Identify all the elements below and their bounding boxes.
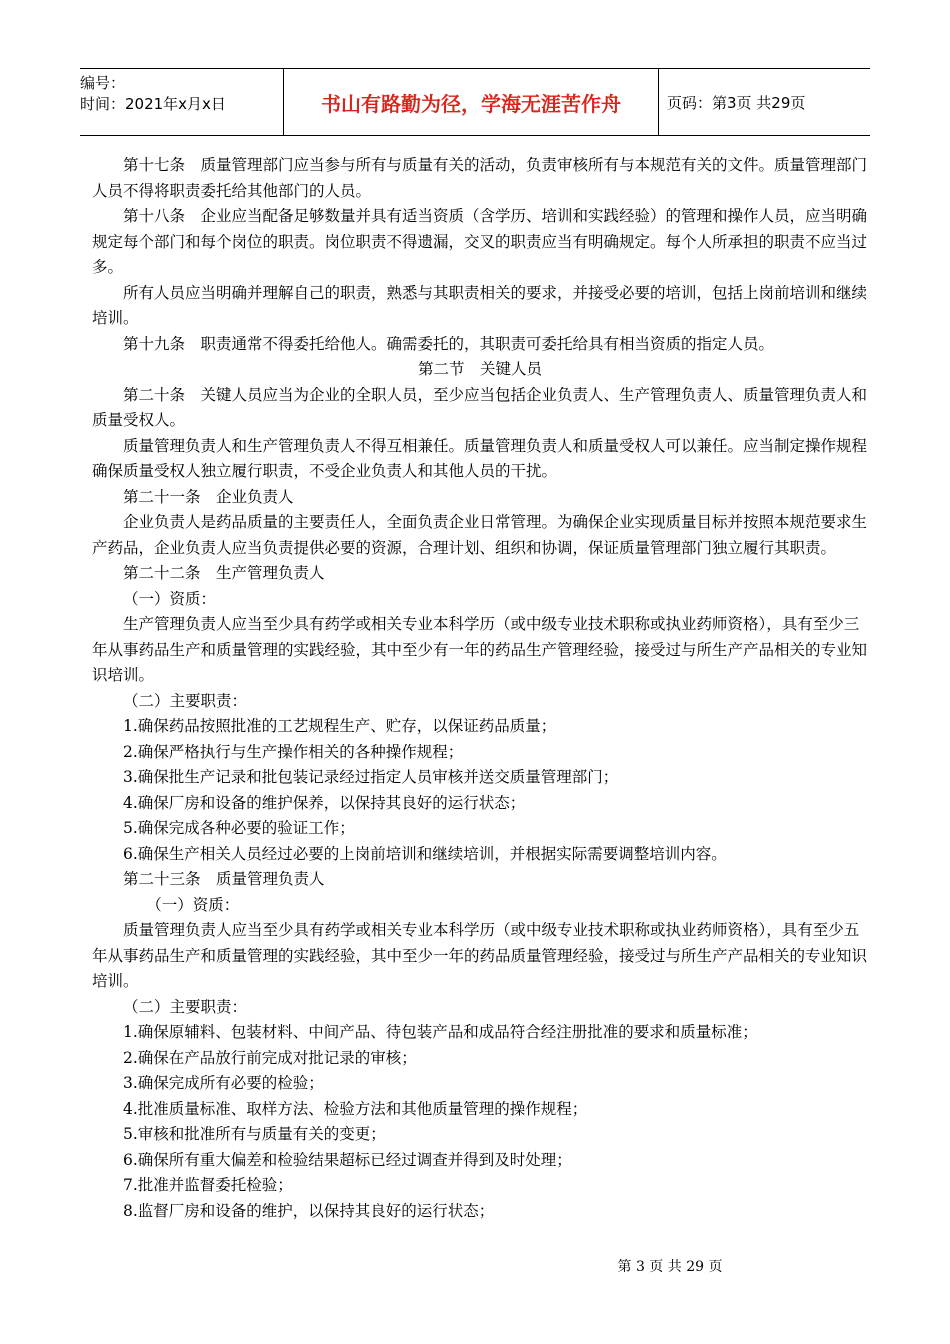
- paragraph: 7.批准并监督委托检验；: [123, 1176, 293, 1194]
- paragraph: 质量管理负责人应当至少具有药学或相关专业本科学历（或中级专业技术职称或执业药师资格），具有至少五年从事药品生产和质量管理的实践经验，其中至少一年的药品质量管理经验，接受过与所生产产品相关的专业知识培训。: [92, 921, 868, 990]
- paragraph: 5.审核和批准所有与质量有关的变更；: [123, 1125, 386, 1143]
- paragraph: 8.监督厂房和设备的维护，以保持其良好的运行状态；: [123, 1201, 495, 1220]
- paragraph: 2.确保在产品放行前完成对批记录的审核；: [123, 1048, 417, 1067]
- number-label: 编号：: [80, 74, 126, 92]
- paragraph: 3.确保完成所有必要的检验；: [123, 1074, 324, 1092]
- header-meta: [80, 69, 283, 135]
- paragraph: 第二十二条 生产管理负责人: [123, 564, 325, 582]
- paragraph: 生产管理负责人应当至少具有药学或相关专业本科学历（或中级专业技术职称或执业药师资格），具有至少三年从事药品生产和质量管理的实践经验，其中至少有一年的药品生产管理经验，接受过与所生产产品相关的专业知识培训。: [92, 615, 868, 684]
- paragraph: （一）资质：: [123, 589, 217, 608]
- paragraph: 所有人员应当明确并理解自己的职责，熟悉与其职责相关的要求，并接受必要的培训，包括上岗前培训和继续培训。: [92, 283, 868, 327]
- paragraph: 第十八条 企业应当配备足够数量并具有适当资质（含学历、培训和实践经验）的管理和操作人员，应当明确规定每个部门和每个岗位的职责。岗位职责不得遗漏，交叉的职责应当有明确规定。每个人所承担的职责不应当过多。: [92, 207, 868, 276]
- paragraph: 6.确保生产相关人员经过必要的上岗前培训和继续培训，并根据实际需要调整培训内容。: [123, 844, 727, 863]
- page-header: [80, 68, 870, 136]
- paragraph: 1.确保药品按照批准的工艺规程生产、贮存，以保证药品质量；: [123, 717, 557, 735]
- paragraph: 4.确保厂房和设备的维护保养，以保持其良好的运行状态；: [123, 793, 526, 812]
- paragraph: 4.批准质量标准、取样方法、检验方法和其他质量管理的操作规程；: [123, 1099, 588, 1118]
- paragraph: 第十七条 质量管理部门应当参与所有与质量有关的活动，负责审核所有与本规范有关的文件。质量管理部门人员不得将职责委托给其他部门的人员。: [92, 156, 868, 200]
- paragraph: 1.确保原辅料、包装材料、中间产品、待包装产品和成品符合经注册批准的要求和质量标准；: [123, 1023, 758, 1041]
- header-motto: 书山有路勤为径，学海无涯苦作舟: [283, 69, 659, 135]
- paragraph: 第二十三条 质量管理负责人: [123, 870, 325, 888]
- paragraph: 6.确保所有重大偏差和检验结果超标已经过调查并得到及时处理；: [123, 1150, 572, 1169]
- document-body: [92, 153, 868, 1224]
- paragraph: 5.确保完成各种必要的验证工作；: [123, 819, 355, 837]
- paragraph: 3.确保批生产记录和批包装记录经过指定人员审核并送交质量管理部门；: [123, 768, 619, 786]
- paragraph: 第二十条 关键人员应当为企业的全职人员，至少应当包括企业负责人、生产管理负责人、质量管理负责人和质量受权人。: [92, 385, 868, 429]
- paragraph: 第二节 关键人员: [417, 360, 542, 378]
- paragraph: 质量管理负责人和生产管理负责人不得互相兼任。质量管理负责人和质量受权人可以兼任。应当制定操作规程确保质量受权人独立履行职责，不受企业负责人和其他人员的干扰。: [92, 436, 868, 480]
- page-footer: 第 3 页 共 29 页: [617, 1259, 723, 1275]
- paragraph: 企业负责人是药品质量的主要责任人，全面负责企业日常管理。为确保企业实现质量目标并按照本规范要求生产药品，企业负责人应当负责提供必要的资源，合理计划、组织和协调，保证质量管理部门独立履行其职责。: [92, 513, 868, 557]
- header-page-label: 页码：第3页 共29页: [667, 93, 806, 112]
- paragraph: 第二十一条 企业负责人: [123, 487, 294, 506]
- paragraph: （一）资质：: [123, 895, 240, 914]
- time-label: 时间：2021年x月x日: [80, 95, 226, 113]
- paragraph: （二）主要职责：: [123, 691, 248, 710]
- paragraph: 2.确保严格执行与生产操作相关的各种操作规程；: [123, 742, 464, 761]
- paragraph: 第十九条 职责通常不得委托给他人。确需委托的，其职责可委托给具有相当资质的指定人员。: [123, 334, 775, 353]
- paragraph: （二）主要职责：: [123, 997, 248, 1016]
